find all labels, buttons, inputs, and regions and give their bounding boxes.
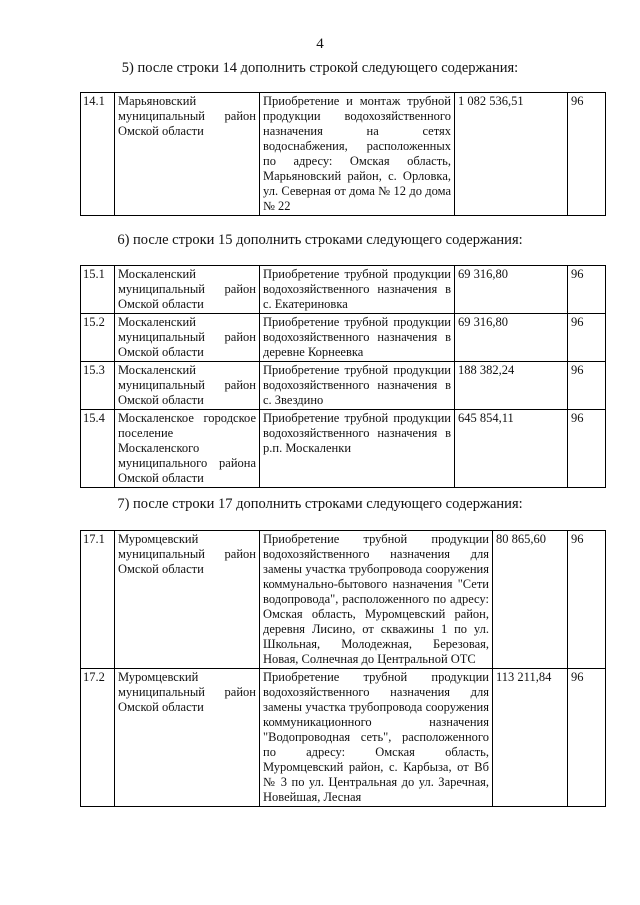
amendment-table [80,92,606,216]
amount-cell: 1 082 536,51 [455,93,568,216]
percent-cell: 96 [568,531,606,669]
description-cell: Приобретение трубной продукции водохозяйственного назначения для замены участка трубопровода сооружения коммунально-бытового назначения "Сети водопровода", расположенного по адресу: Омская область, Муромцевский район, деревня Лисино, от скважины 1 по ул. Школьная, Молодежная, Березовая, Новая, Солнечная до Центральной ОТС [260,531,493,669]
percent-cell: 96 [568,362,606,410]
organization-cell: Муромцевский муниципальный район Омской области [115,531,260,669]
amount-cell: 69 316,80 [455,266,568,314]
row-number: 15.3 [81,362,115,410]
table-row [81,410,606,488]
organization-cell: Марьяновский муниципальный район Омской области [115,93,260,216]
amount-cell: 80 865,60 [493,531,568,669]
amendment-table [80,265,606,488]
page-number: 4 [316,36,324,52]
organization-cell: Муромцевский муниципальный район Омской области [115,669,260,807]
row-number: 15.4 [81,410,115,488]
percent-cell: 96 [568,93,606,216]
row-number: 17.2 [81,669,115,807]
row-number: 15.2 [81,314,115,362]
organization-cell: Москаленский муниципальный район Омской области [115,266,260,314]
percent-cell: 96 [568,669,606,807]
description-cell: Приобретение трубной продукции водохозяйственного назначения для замены участка трубопровода сооружения коммуникационного назначения "Водопроводная сеть", расположенного по адресу: Омская область, Муромцевский район, с. Карбыза, от Вб № 3 по ул. Центральная до ул. Заречная, Новейшая, Лесная [260,669,493,807]
description-cell: Приобретение трубной продукции водохозяйственного назначения в с. Екатериновка [260,266,455,314]
amendment-table [80,530,606,807]
table-row [81,669,606,807]
description-cell: Приобретение и монтаж трубной продукции водохозяйственного назначения на сетях водоснабжения, расположенных по адресу: Омская область, Марьяновский район, с. Орловка, ул. Северная от дома № 12 до дома № 22 [260,93,455,216]
row-number: 15.1 [81,266,115,314]
table-row [81,93,606,216]
row-number: 17.1 [81,531,115,669]
amount-cell: 113 211,84 [493,669,568,807]
description-cell: Приобретение трубной продукции водохозяйственного назначения в р.п. Москаленки [260,410,455,488]
section-heading: 5) после строки 14 дополнить строкой следующего содержания: [121,60,519,76]
table-row [81,314,606,362]
section-heading: 7) после строки 17 дополнить строками следующего содержания: [117,496,523,512]
amount-cell: 69 316,80 [455,314,568,362]
description-cell: Приобретение трубной продукции водохозяйственного назначения в с. Звездино [260,362,455,410]
description-cell: Приобретение трубной продукции водохозяйственного назначения в деревне Корнеевка [260,314,455,362]
organization-cell: Москаленский муниципальный район Омской области [115,362,260,410]
percent-cell: 96 [568,266,606,314]
table-row [81,362,606,410]
percent-cell: 96 [568,314,606,362]
table-row [81,531,606,669]
amount-cell: 188 382,24 [455,362,568,410]
row-number: 14.1 [81,93,115,216]
percent-cell: 96 [568,410,606,488]
amount-cell: 645 854,11 [455,410,568,488]
organization-cell: Москаленское городское поселение Москаленского муниципального района Омской области [115,410,260,488]
section-heading: 6) после строки 15 дополнить строками следующего содержания: [117,232,523,248]
table-row [81,266,606,314]
organization-cell: Москаленский муниципальный район Омской области [115,314,260,362]
